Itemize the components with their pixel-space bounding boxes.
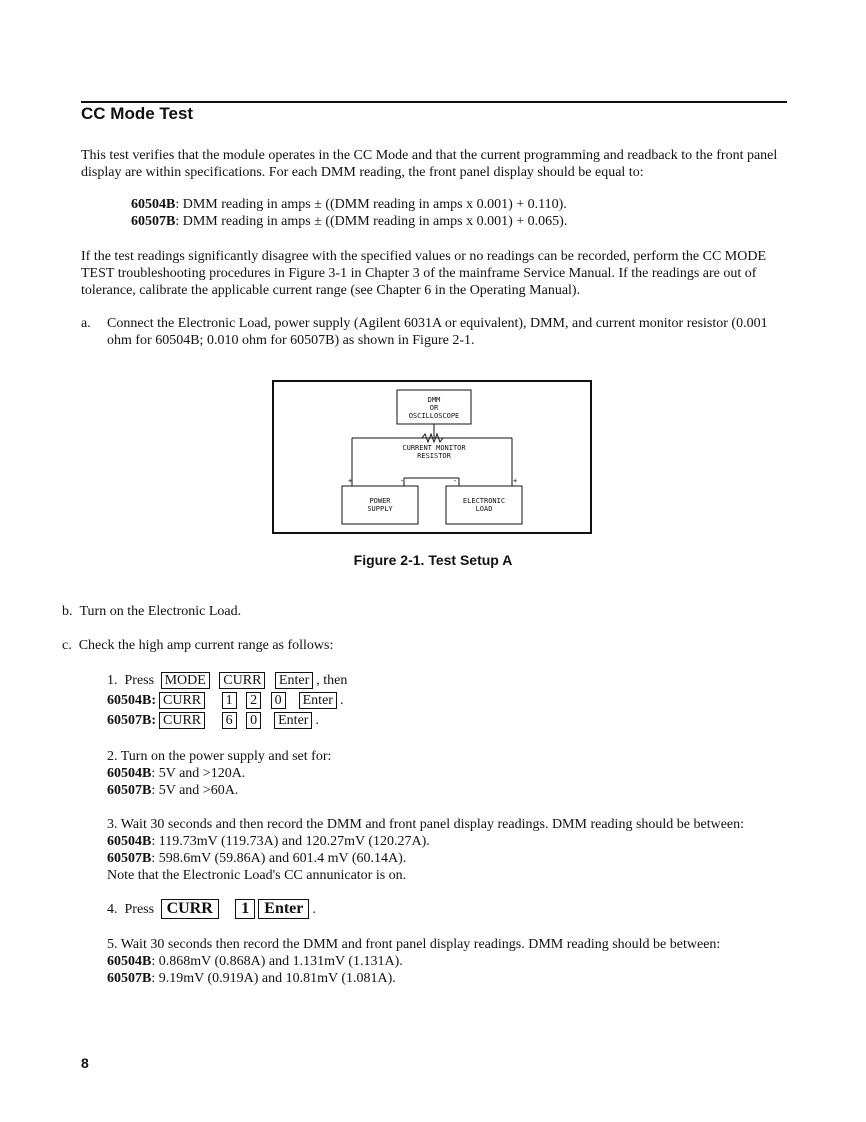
- intro-paragraph: This test verifies that the module operates in the CC Mode and that the current programming and readback to the front panel display are within specifications. For each DMM reading, the front panel display should be equal to:: [81, 148, 778, 180]
- resistor-label-2: RESISTOR: [417, 452, 451, 460]
- step-b: b. Turn on the Electronic Load.: [62, 604, 242, 619]
- figure-test-setup: [272, 380, 592, 534]
- supply-plus: +: [348, 477, 353, 485]
- dmm-label-2: OR: [429, 404, 439, 412]
- substep-3: 3. Wait 30 seconds and then record the DMM and front panel display readings. DMM reading should be between: 60504B: 119.73mV (119.73A) and 120.27mV (120.27A). 60507B: 598.6mV (59.86A) and 601.4 mV (60.14A). Note that the Electronic Load's CC annunicator is on.: [107, 817, 745, 883]
- dmm-label-1: DMM: [427, 396, 441, 404]
- substep-1: 1. Press MODE CURR Enter , then 60504B: CURR 1 2 0 Enter . 60507B: CURR 6 0 Enter .: [107, 673, 348, 728]
- key-6: 6: [222, 712, 237, 729]
- key-enter: Enter: [299, 692, 337, 709]
- step-a-marker: a.: [81, 316, 91, 331]
- load-plus: +: [513, 477, 518, 485]
- page-number: 8: [81, 1055, 89, 1071]
- substep-4: 4. Press CURR 1 Enter .: [107, 900, 316, 917]
- section-title: CC Mode Test: [81, 104, 194, 123]
- key-2: 2: [246, 692, 261, 709]
- key-curr: CURR: [161, 899, 219, 919]
- supply-minus: -: [400, 477, 405, 485]
- troubleshoot-paragraph: If the test readings significantly disagree with the specified values or no readings can be recorded, perform the CC MODE TEST troubleshooting procedures in Figure 3-1 in Chapter 3 of the mainframe Service Manual. If the readings are out of tolerance, calibrate the applicable current range (see Chapter 6 in the Operating Manual).: [81, 249, 767, 298]
- figure-caption: Figure 2-1. Test Setup A: [353, 552, 513, 568]
- substep-2: 2. Turn on the power supply and set for: 60504B: 5V and >120A. 60507B: 5V and >60A.: [107, 749, 332, 798]
- key-1: 1: [222, 692, 237, 709]
- key-curr: CURR: [219, 672, 265, 689]
- spec-60507b: 60507B: DMM reading in amps ± ((DMM reading in amps x 0.001) + 0.065).: [131, 214, 568, 229]
- step-c: c. Check the high amp current range as follows:: [62, 638, 334, 653]
- supply-label-2: SUPPLY: [367, 505, 393, 513]
- load-label-1: ELECTRONIC: [462, 497, 506, 505]
- substep-5: 5. Wait 30 seconds then record the DMM and front panel display readings. DMM reading should be between: 60504B: 0.868mV (0.868A) and 1.131mV (1.131A). 60507B: 9.19mV (0.919A) and 10.81mV (1.081A).: [107, 937, 721, 986]
- key-curr: CURR: [159, 712, 205, 729]
- spec-60504b: 60504B: DMM reading in amps ± ((DMM reading in amps x 0.001) + 0.110).: [131, 197, 567, 212]
- key-curr: CURR: [159, 692, 205, 709]
- key-enter: Enter: [258, 899, 309, 919]
- key-1: 1: [235, 899, 255, 919]
- supply-label-1: POWER: [369, 497, 391, 505]
- load-label-2: LOAD: [475, 505, 493, 513]
- key-0: 0: [246, 712, 261, 729]
- key-0: 0: [271, 692, 286, 709]
- key-enter: Enter: [274, 712, 312, 729]
- step-a-text: Connect the Electronic Load, power supply (Agilent 6031A or equivalent), DMM, and current monitor resistor (0.001 ohm for 60504B; 0.010 ohm for 60507B) as shown in Figure 2-1.: [107, 316, 768, 348]
- key-mode: MODE: [161, 672, 210, 689]
- resistor-label-1: CURRENT MONITOR: [402, 444, 466, 452]
- dmm-label-3: OSCILLOSCOPE: [408, 412, 460, 420]
- spec-list: [131, 196, 567, 230]
- header-rule: [81, 101, 787, 103]
- test-setup-diagram: [274, 382, 590, 532]
- load-minus: -: [453, 477, 458, 485]
- key-enter: Enter: [275, 672, 313, 689]
